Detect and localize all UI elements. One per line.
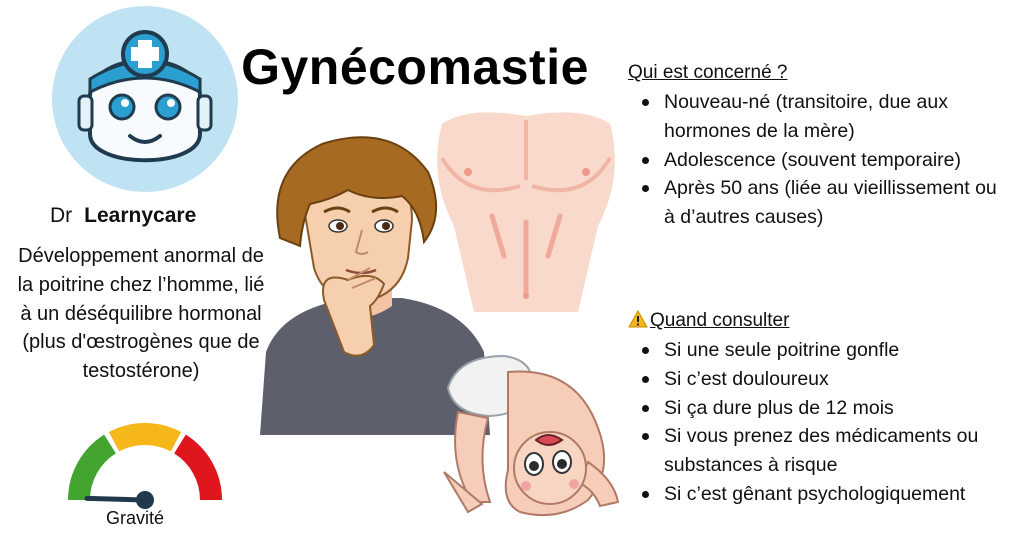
list-item: Nouveau-né (transitoire, due aux hormones de la mère) [628, 88, 1008, 146]
list-item: Si ça dure plus de 12 mois [628, 394, 1008, 423]
list-item: Si c’est douloureux [628, 365, 1008, 394]
torso-nipple-left [464, 168, 472, 176]
torso-nipple-right [582, 168, 590, 176]
when-list [628, 336, 1008, 509]
baby-mouth [536, 435, 562, 445]
baby-illustration [438, 352, 628, 527]
who-section-title: Qui est concerné ? [628, 62, 788, 83]
robot-eye-right [156, 95, 180, 119]
severity-gauge [55, 414, 235, 514]
page-title: Gynécomastie [241, 39, 589, 95]
robot-eye-left [110, 95, 134, 119]
gauge-segment-green [79, 444, 110, 500]
brand-prefix: Dr [50, 204, 73, 227]
gauge-hub [136, 491, 154, 509]
list-item: Après 50 ans (liée au vieillissement ou à d’autres causes) [628, 174, 1008, 232]
gauge-segment-red [180, 444, 211, 500]
list-item: Si une seule poitrine gonfle [628, 336, 1008, 365]
warning-icon [628, 310, 648, 328]
when-section-title [628, 310, 789, 332]
definition-text: Développement anormal de la poitrine chez l’homme, lié à un déséquilibre hormonal (plus d'œstrogènes que de testostérone) [17, 245, 265, 383]
gauge-segment-yellow [114, 434, 176, 442]
brand [50, 204, 196, 228]
when-title-text: Quand consulter [650, 310, 790, 331]
gauge-label: Gravité [105, 508, 165, 528]
list-item: Adolescence (souvent temporaire) [628, 146, 1008, 175]
who-list [628, 88, 1008, 232]
robot-doctor-logo [50, 4, 240, 194]
list-item: Si vous prenez des médicaments ou substances à risque [628, 422, 1008, 480]
chest-torso-illustration [428, 106, 624, 312]
brand-name: Learnycare [84, 204, 197, 227]
list-item: Si c’est gênant psychologiquement [628, 480, 1008, 509]
